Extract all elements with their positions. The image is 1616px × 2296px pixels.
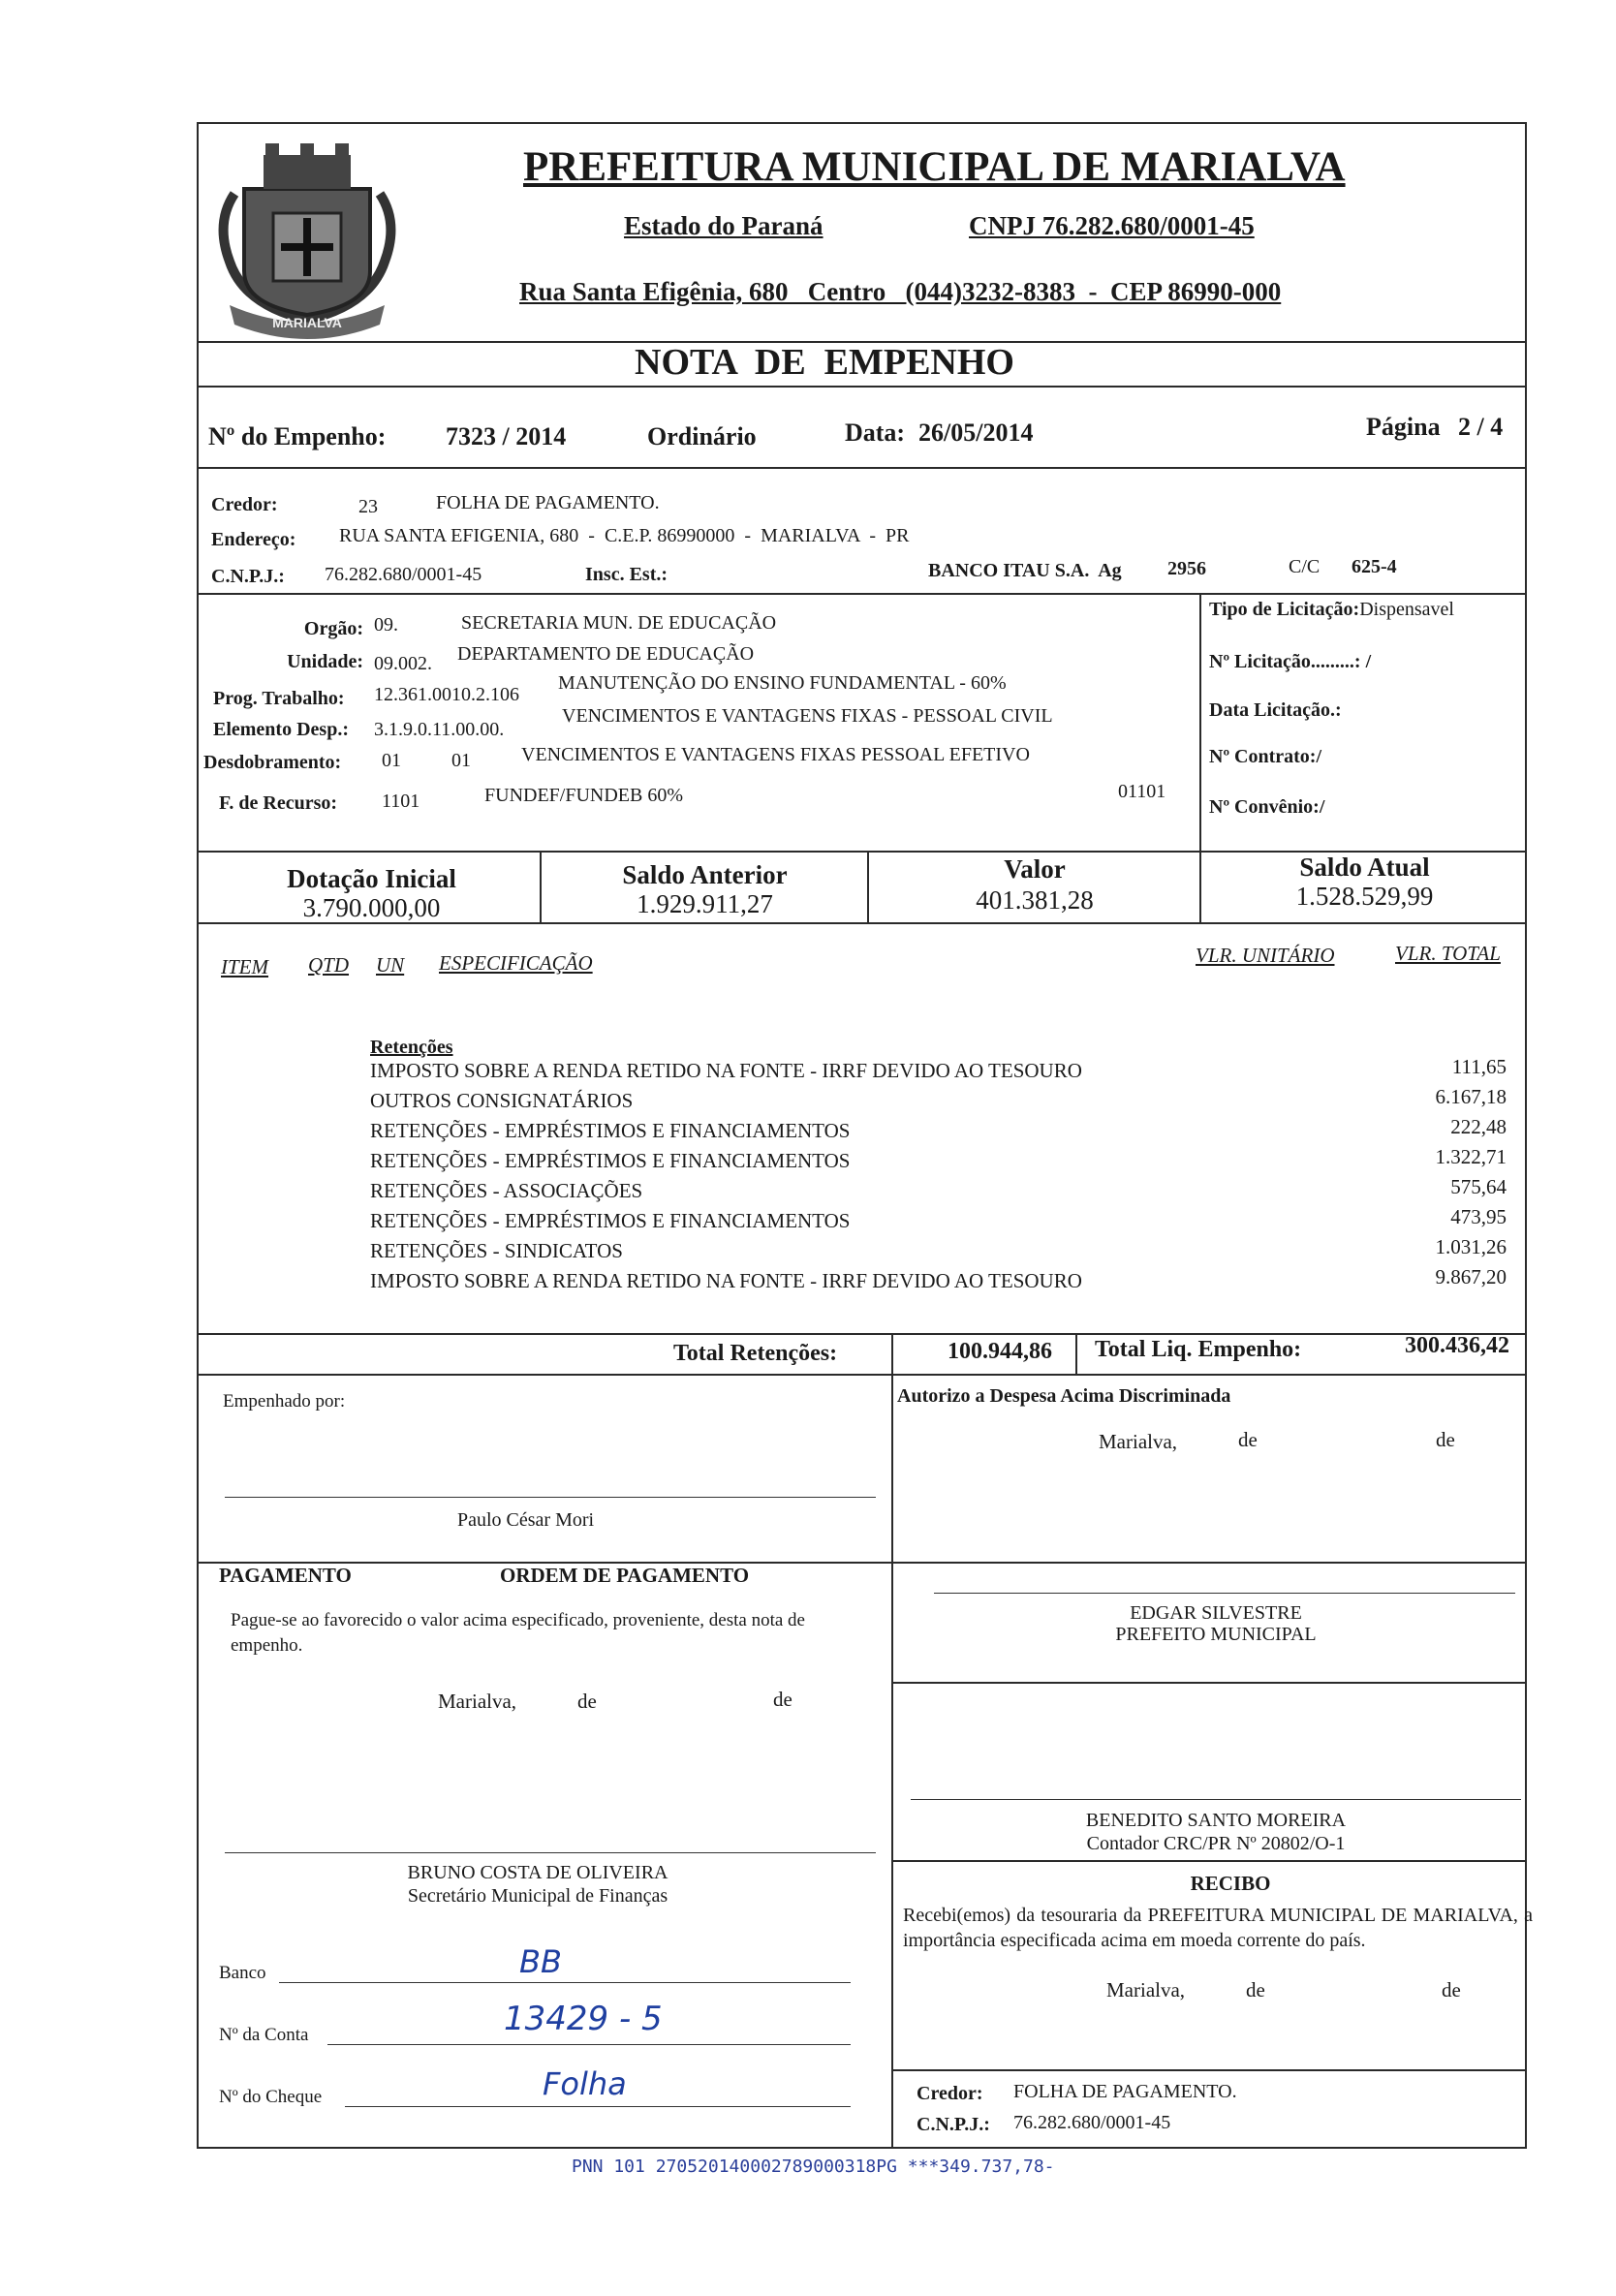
autorizo-label: Autorizo a Despesa Acima Discriminada [897, 1385, 1231, 1407]
retencao-value: 473,95 [1450, 1205, 1507, 1228]
orgao-label: Orgão: [303, 618, 363, 639]
pagamento-de2: de [773, 1688, 792, 1711]
retencoes-title: Retenções [370, 1037, 453, 1058]
orgao-name: SECRETARIA MUN. DE EDUCAÇÃO [461, 612, 777, 634]
items-header-vlr-unit: VLR. UNITÁRIO [1196, 944, 1335, 967]
rule-items [197, 1333, 1527, 1335]
licitacao-data: Data Licitação.: [1209, 699, 1342, 721]
recibo-cnpj-value: 76.282.680/0001-45 [1013, 2112, 1171, 2133]
autorizo-de1: de [1238, 1428, 1258, 1451]
licitacao-contrato: Nº Contrato:/ [1209, 746, 1322, 767]
licitacao-numero: Nº Licitação.........: / [1209, 651, 1372, 672]
prog-code: 12.361.0010.2.106 [374, 684, 519, 705]
vrule-amt3 [1199, 851, 1201, 922]
retencao-desc: IMPOSTO SOBRE A RENDA RETIDO NA FONTE - IRRF DEVIDO AO TESOURO [370, 1269, 1082, 1292]
desdobramento-code2: 01 [451, 750, 471, 771]
conta-label: Nº da Conta [219, 2025, 309, 2045]
saldo-anterior-label: Saldo Anterior [622, 860, 788, 889]
endereco-label: Endereço: [211, 529, 296, 550]
autorizo-place: Marialva, [1099, 1430, 1178, 1453]
items-header-spec: ESPECIFICAÇÃO [439, 951, 593, 975]
retencao-value: 6.167,18 [1435, 1085, 1507, 1108]
desdobramento-name: VENCIMENTOS E VANTAGENS FIXAS PESSOAL EFETIVO [521, 744, 1030, 765]
unidade-code: 09.002. [374, 653, 432, 674]
cheque-label: Nº do Cheque [219, 2087, 323, 2107]
prog-label: Prog. Trabalho: [213, 688, 345, 709]
empenhado-name: Paulo César Mori [457, 1509, 595, 1531]
vrule-totals [1075, 1333, 1077, 1374]
saldo-atual-value: 1.528.529,99 [1295, 882, 1434, 911]
retencao-value: 575,64 [1450, 1175, 1507, 1198]
conta-handwritten: 13429 - 5 [504, 2000, 663, 2038]
cheque-line [345, 2106, 851, 2107]
elemento-name: VENCIMENTOS E VANTAGENS FIXAS - PESSOAL CIVIL [562, 705, 1053, 727]
prefeito-title: PREFEITO MUNICIPAL [1115, 1624, 1317, 1645]
empenhado-por-label: Empenhado por: [223, 1391, 346, 1412]
retencoes-values [1337, 1052, 1507, 1292]
retencao-desc: RETENÇÕES - ASSOCIAÇÕES [370, 1179, 643, 1202]
cc-value: 625-4 [1352, 556, 1397, 577]
pague-text: Pague-se ao favorecido o valor acima especificado, proveniente, desta nota de empenho. [231, 1610, 805, 1656]
rule-pagamento [197, 1562, 1527, 1564]
contador-signature-line [911, 1799, 1521, 1800]
desdobramento-label: Desdobramento: [203, 752, 342, 773]
recibo-credor-label: Credor: [917, 2083, 983, 2104]
empenho-type: Ordinário [647, 422, 757, 450]
rule-recibo [891, 2069, 1527, 2071]
empenho-date: 26/05/2014 [918, 419, 1034, 447]
recibo-place: Marialva, [1106, 1978, 1186, 2001]
vrule-amt1 [540, 851, 542, 922]
empenhado-signature-line [225, 1497, 876, 1498]
secretario-title: Secretário Municipal de Finanças [407, 1885, 668, 1907]
banco-line [279, 1982, 851, 1983]
insc-label: Insc. Est.: [585, 564, 668, 585]
rule-creditor [197, 593, 1527, 595]
recurso-extra: 01101 [1118, 781, 1166, 802]
saldo-atual-label: Saldo Atual [1299, 853, 1430, 882]
bank-agency: 2956 [1167, 558, 1206, 579]
retencoes-list [370, 1056, 1145, 1296]
header-cnpj: CNPJ 76.282.680/0001-45 [969, 211, 1255, 240]
licitacao-tipo-label: Tipo de Licitação: [1209, 599, 1360, 620]
page-number: 2 / 4 [1458, 413, 1504, 441]
endereco-value: RUA SANTA EFIGENIA, 680 - C.E.P. 86990000 - MARIALVA - PR [339, 525, 910, 546]
municipality-title: PREFEITURA MUNICIPAL DE MARIALVA [523, 144, 1346, 190]
recibo-text: Recebi(emos) da tesouraria da PREFEITURA MUNICIPAL DE MARIALVA, a importância especificada acima em moeda corrente do país. [903, 1905, 1533, 1951]
credor-label: Credor: [211, 494, 278, 515]
vrule-licitacao [1199, 593, 1201, 851]
vrule-signatures [891, 1333, 893, 2149]
items-header-vlr-total: VLR. TOTAL [1395, 942, 1501, 965]
prefeito-name: EDGAR SILVESTRE [1130, 1602, 1302, 1624]
retencao-desc: RETENÇÕES - EMPRÉSTIMOS E FINANCIAMENTOS [370, 1149, 851, 1172]
valor-value: 401.381,28 [976, 885, 1094, 915]
credor-code: 23 [358, 496, 378, 517]
licitacao-tipo [1209, 599, 1454, 621]
page-label: Página [1366, 413, 1441, 441]
retencao-desc: OUTROS CONSIGNATÁRIOS [370, 1089, 634, 1112]
recurso-label: F. de Recurso: [219, 792, 338, 814]
autorizo-de2: de [1436, 1428, 1455, 1451]
pagamento-label: PAGAMENTO [219, 1564, 352, 1587]
coat-of-arms-text: MARIALVA [272, 315, 342, 330]
banco-handwritten: BB [519, 1943, 562, 1980]
total-liq-value: 300.436,42 [1405, 1333, 1509, 1358]
unidade-label: Unidade: [287, 651, 363, 672]
retencao-value: 111,65 [1451, 1055, 1507, 1078]
saldo-anterior-value: 1.929.911,27 [637, 889, 773, 918]
prefeito-signature-line [934, 1593, 1515, 1594]
cheque-handwritten: Folha [543, 2065, 627, 2102]
retencao-desc: RETENÇÕES - SINDICATOS [370, 1239, 623, 1262]
total-retencoes-label: Total Retenções: [673, 1341, 838, 1366]
retencao-value: 9.867,20 [1435, 1265, 1507, 1288]
empenho-number: 7323 / 2014 [446, 422, 567, 450]
recibo-credor-value: FOLHA DE PAGAMENTO. [1013, 2081, 1237, 2102]
recibo-title: RECIBO [1190, 1872, 1271, 1895]
recibo-de2: de [1442, 1978, 1461, 2001]
rule-totals [197, 1374, 1527, 1376]
total-retencoes-value: 100.944,86 [948, 1339, 1052, 1364]
orgao-code: 09. [374, 614, 398, 636]
items-header-un: UN [376, 953, 405, 977]
bank-name: BANCO ITAU S.A. Ag [928, 560, 1122, 581]
coat-of-arms-icon [205, 136, 409, 339]
retencao-value: 1.031,26 [1435, 1235, 1507, 1258]
pagamento-de1: de [577, 1690, 597, 1713]
prog-name: MANUTENÇÃO DO ENSINO FUNDAMENTAL - 60% [558, 672, 1007, 694]
empenho-date-label: Data: [845, 419, 906, 447]
dotacao-value: 3.790.000,00 [302, 893, 441, 922]
retencao-desc: RETENÇÕES - EMPRÉSTIMOS E FINANCIAMENTOS [370, 1209, 851, 1232]
secretario-name: BRUNO COSTA DE OLIVEIRA [407, 1862, 668, 1883]
elemento-label: Elemento Desp.: [213, 719, 349, 740]
vrule-amt2 [867, 851, 869, 922]
document-title: NOTA DE EMPENHO [635, 342, 1014, 383]
rule-empenho [197, 467, 1527, 469]
cnpj-label: C.N.P.J.: [211, 566, 285, 587]
rule-title [197, 386, 1527, 388]
recibo-de1: de [1246, 1978, 1265, 2001]
header-address: Rua Santa Efigênia, 680 Centro (044)3232-8383 - CEP 86990-000 [519, 277, 1282, 306]
banco-label: Banco [219, 1963, 266, 1983]
rule-prefeito [891, 1682, 1527, 1684]
empenho-number-label: Nº do Empenho: [208, 422, 387, 450]
cnpj-value: 76.282.680/0001-45 [325, 564, 482, 585]
retencao-value: 222,48 [1450, 1115, 1507, 1138]
licitacao-convenio: Nº Convênio:/ [1209, 796, 1325, 818]
state-name: Estado do Paraná [624, 211, 824, 240]
pagamento-place: Marialva, [438, 1690, 517, 1713]
total-liq-label: Total Liq. Empenho: [1095, 1337, 1302, 1362]
credor-name: FOLHA DE PAGAMENTO. [436, 492, 660, 513]
items-header-qtd: QTD [308, 953, 350, 977]
unidade-name: DEPARTAMENTO DE EDUCAÇÃO [457, 643, 755, 665]
conta-line [327, 2044, 851, 2045]
valor-label: Valor [1004, 854, 1066, 884]
desdobramento-code1: 01 [382, 750, 401, 771]
retencao-desc: IMPOSTO SOBRE A RENDA RETIDO NA FONTE - IRRF DEVIDO AO TESOURO [370, 1059, 1082, 1082]
retencao-desc: RETENÇÕES - EMPRÉSTIMOS E FINANCIAMENTOS [370, 1119, 851, 1142]
retencao-value: 1.322,71 [1435, 1145, 1507, 1168]
elemento-code: 3.1.9.0.11.00.00. [374, 719, 505, 740]
secretario-signature-line [225, 1852, 876, 1853]
footer-code: PNN 101 270520140002789000318PG ***349.737,78- [572, 2156, 1055, 2177]
ordem-pagamento-label: ORDEM DE PAGAMENTO [500, 1564, 750, 1587]
dotacao-label: Dotação Inicial [287, 864, 456, 893]
recurso-name: FUNDEF/FUNDEB 60% [484, 785, 684, 806]
items-header-item: ITEM [221, 955, 268, 978]
licitacao-tipo-value: Dispensavel [1359, 599, 1454, 620]
recurso-code: 1101 [382, 791, 420, 812]
recibo-cnpj-label: C.N.P.J.: [917, 2114, 990, 2135]
cc-label: C/C [1289, 556, 1321, 577]
rule-contador [891, 1860, 1527, 1862]
contador-title: Contador CRC/PR Nº 20802/O-1 [1086, 1833, 1346, 1854]
contador-name: BENEDITO SANTO MOREIRA [1085, 1810, 1347, 1831]
